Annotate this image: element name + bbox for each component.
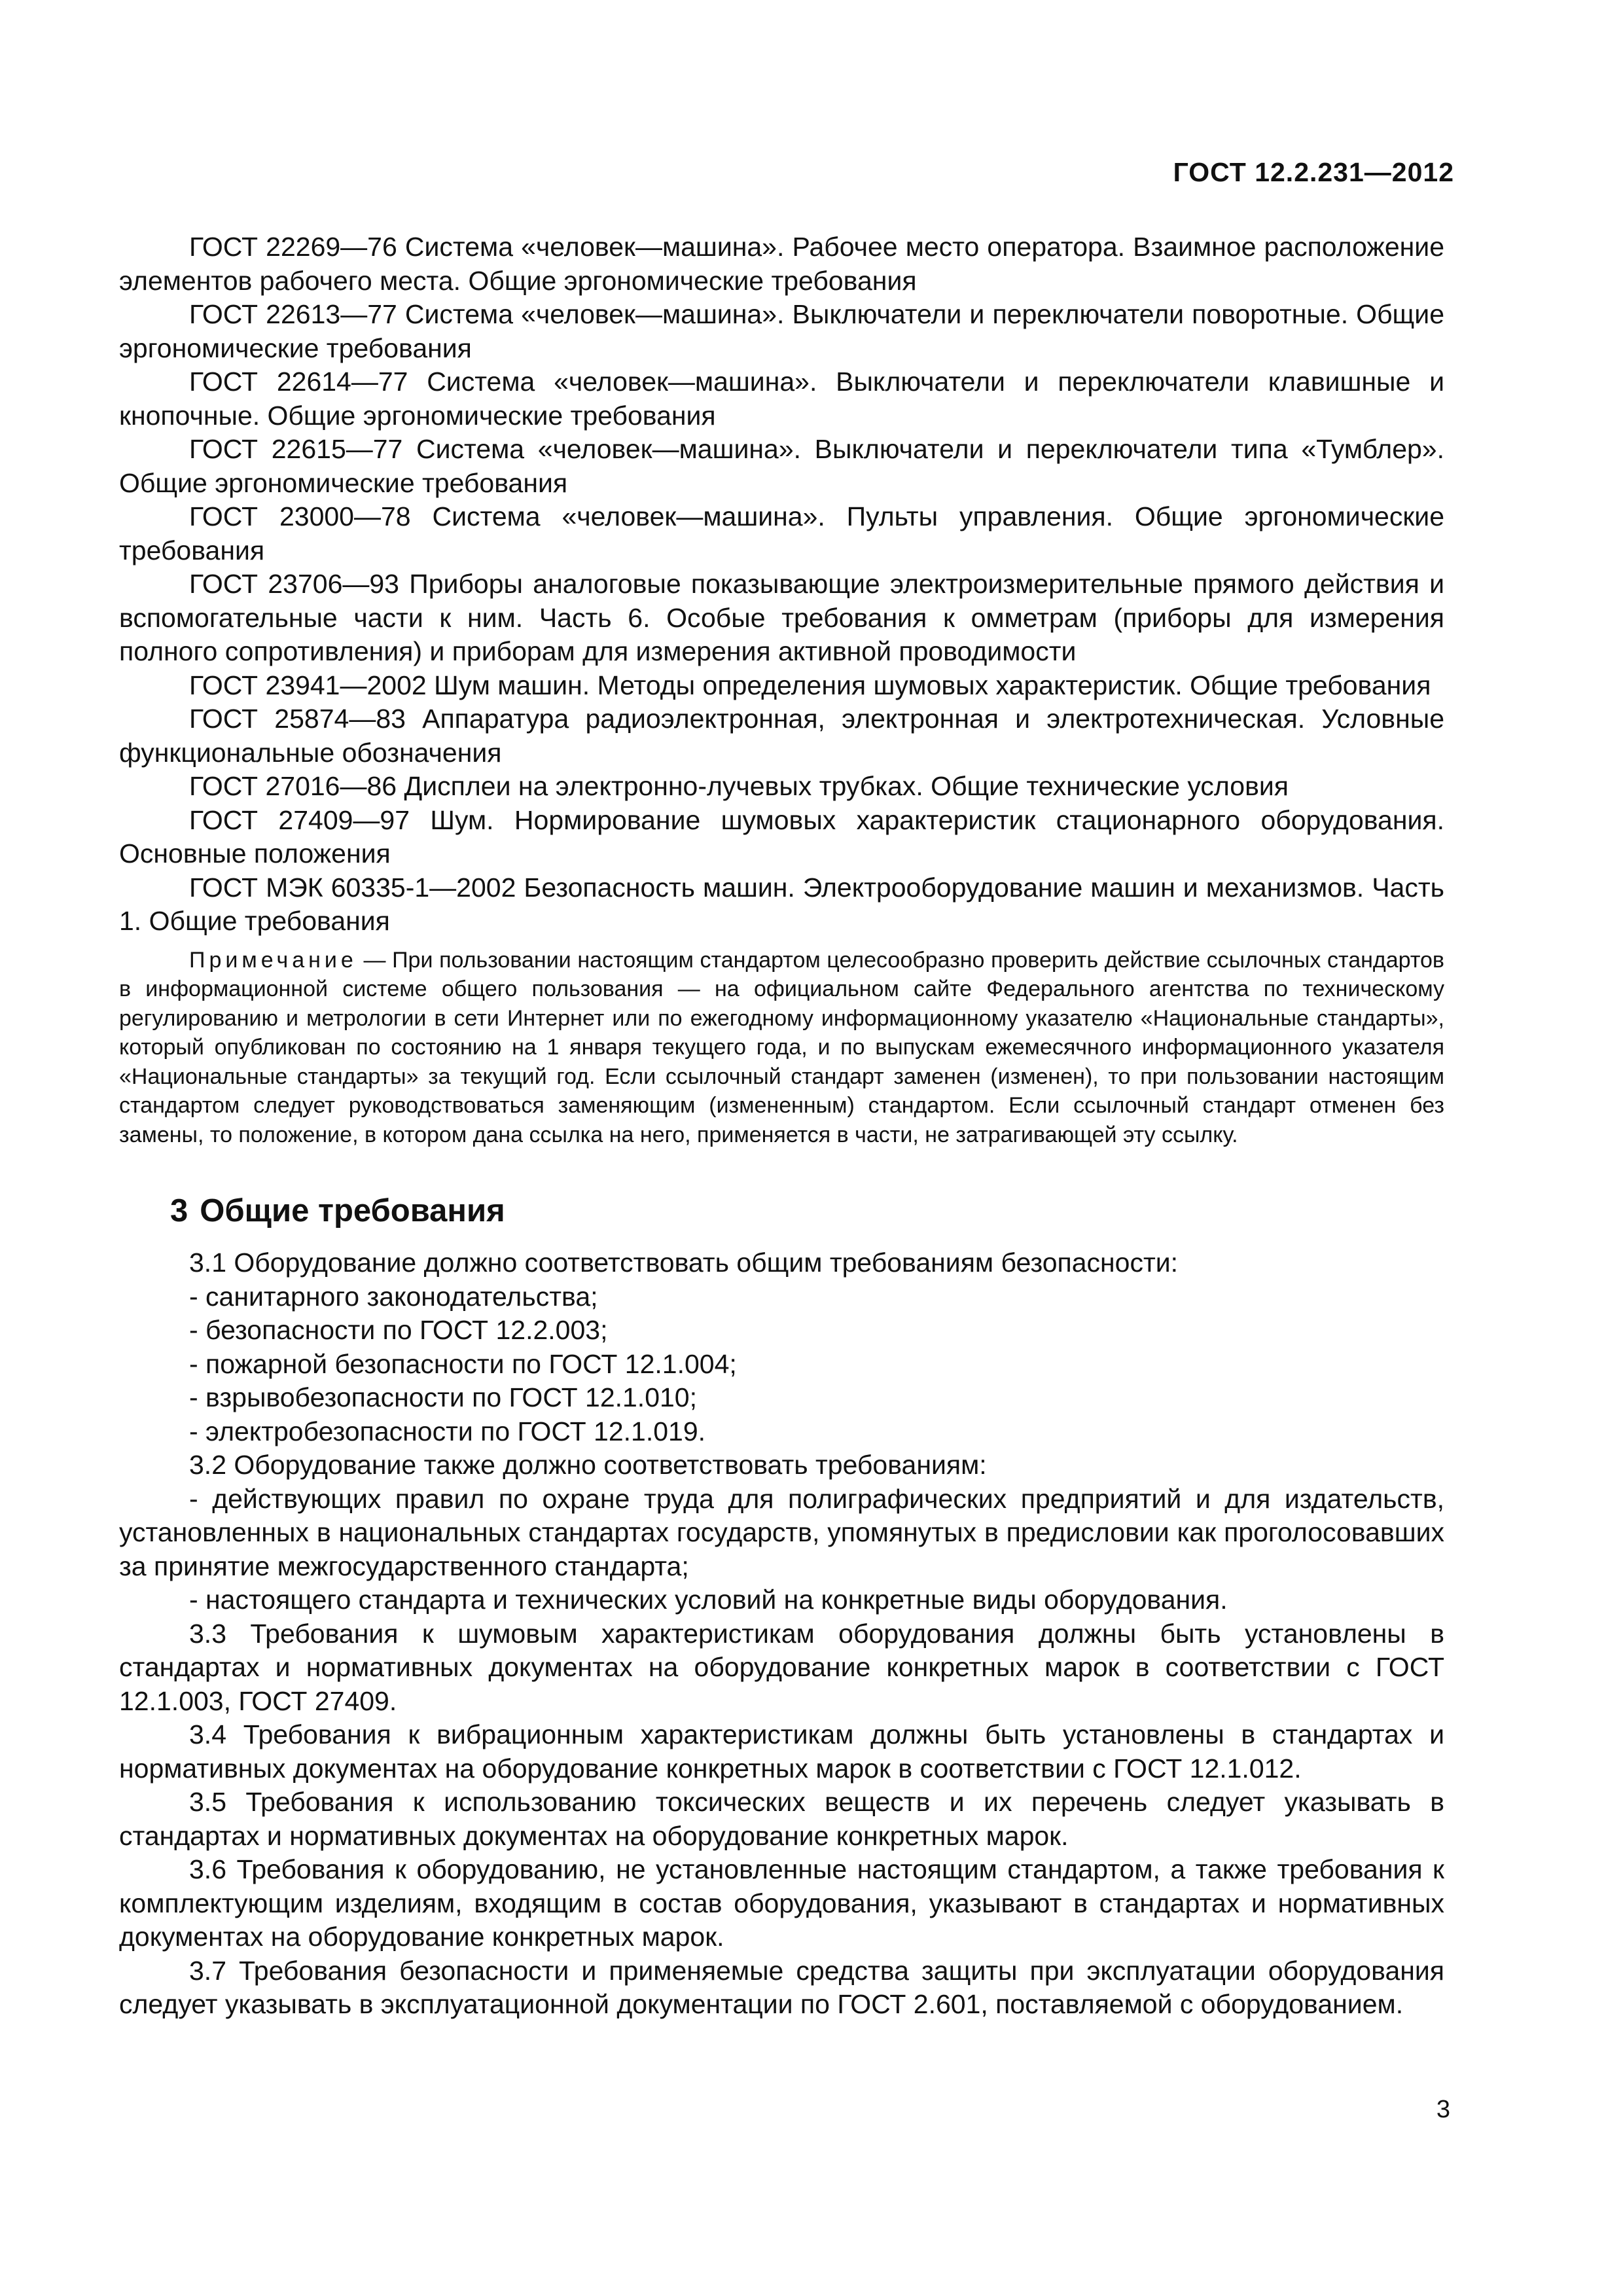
reference-item: ГОСТ 22269—76 Система «человек—машина». Рабочее место оператора. Взаимное расположение элементов рабочего места. Общие эргономические требования	[119, 232, 1444, 296]
section-number: 3	[170, 1193, 188, 1229]
clause-paragraph: 3.4 Требования к вибрационным характеристикам должны быть установлены в стандартах и нормативных документах на оборудование конкретных марок в соответствии с ГОСТ 12.1.012.	[119, 1719, 1444, 1784]
list-item: - взрывобезопасности по ГОСТ 12.1.010;	[189, 1382, 697, 1412]
list-item: - действующих правил по охране труда для полиграфических предприятий и для издательств, установленных в национальных стандартах государств, упомянутых в предисловии как проголосовавших за принятие межгосударственного стандарта;	[119, 1483, 1444, 1581]
clause-paragraph: 3.3 Требования к шумовым характеристикам оборудования должны быть установлены в стандартах и нормативных документах на оборудование конкретных марок в соответствии с ГОСТ 12.1.003, ГОСТ 27409.	[119, 1618, 1444, 1716]
page-number: 3	[1436, 2096, 1450, 2123]
clause-paragraph: 3.5 Требования к использованию токсических веществ и их перечень следует указывать в стандартах и нормативных документах на оборудование конкретных марок.	[119, 1787, 1444, 1851]
section-title: Общие требования	[200, 1193, 505, 1229]
clause-paragraph: 3.6 Требования к оборудованию, не установленные настоящим стандартом, а также требования к комплектующим изделиям, входящим в состав оборудования, указывают в стандартах и нормативных документах на оборудование конкретных марок.	[119, 1854, 1444, 1952]
note-label: Примечание	[189, 947, 357, 973]
list-item: - безопасности по ГОСТ 12.2.003;	[189, 1315, 608, 1345]
list-item: - санитарного законодательства;	[189, 1281, 598, 1312]
list-item: - пожарной безопасности по ГОСТ 12.1.004;	[189, 1348, 737, 1379]
section-heading	[170, 1193, 1444, 1229]
list-item: - электробезопасности по ГОСТ 12.1.019.	[189, 1416, 706, 1446]
clause-paragraph: 3.7 Требования безопасности и применяемые средства защиты при эксплуатации оборудования следует указывать в эксплуатационной документации по ГОСТ 2.601, поставляемой с оборудованием.	[119, 1955, 1444, 2019]
section-body	[119, 1246, 1444, 2022]
reference-item: ГОСТ 23941—2002 Шум машин. Методы определения шумовых характеристик. Общие требования	[189, 670, 1431, 700]
reference-item: ГОСТ 23000—78 Система «человек—машина». Пульты управления. Общие эргономические требования	[119, 501, 1444, 565]
page-content	[119, 230, 1444, 2022]
clause-paragraph: 3.2 Оборудование также должно соответствовать требованиям:	[189, 1450, 987, 1480]
reference-item: ГОСТ МЭК 60335-1—2002 Безопасность машин. Электрооборудование машин и механизмов. Часть 1. Общие требования	[119, 872, 1444, 936]
reference-item: ГОСТ 22614—77 Система «человек—машина». Выключатели и переключатели клавишные и кнопочные. Общие эргономические требования	[119, 367, 1444, 431]
reference-item: ГОСТ 25874—83 Аппаратура радиоэлектронная, электронная и электротехническая. Условные функциональные обозначения	[119, 704, 1444, 768]
reference-item: ГОСТ 27016—86 Дисплеи на электронно-лучевых трубках. Общие технические условия	[189, 771, 1289, 801]
reference-item: ГОСТ 22613—77 Система «человек—машина». Выключатели и переключатели поворотные. Общие эргономические требования	[119, 299, 1444, 363]
clause-paragraph: 3.1 Оборудование должно соответствовать общим требованиям безопасности:	[189, 1247, 1179, 1278]
list-item: - настоящего стандарта и технических условий на конкретные виды оборудования.	[189, 1585, 1228, 1615]
reference-item: ГОСТ 23706—93 Приборы аналоговые показывающие электроизмерительные прямого действия и вспомогательные части к ним. Часть 6. Особые требования к омметрам (приборы для измерения полного сопротивления) и приборам для измерения активной проводимости	[119, 569, 1444, 666]
note-paragraph	[119, 946, 1444, 1150]
reference-item: ГОСТ 22615—77 Система «человек—машина». Выключатели и переключатели типа «Тумблер». Общие эргономические требования	[119, 434, 1444, 498]
page-header-doc-id: ГОСТ 12.2.231—2012	[1173, 157, 1454, 187]
reference-item: ГОСТ 27409—97 Шум. Нормирование шумовых характеристик стационарного оборудования. Основные положения	[119, 804, 1444, 869]
normative-references-list	[119, 230, 1444, 939]
note-text: — При пользовании настоящим стандартом целесообразно проверить действие ссылочных стандартов в информационной системе общего пользования — на официальном сайте Федерального агентства по техническому регулированию и метрологии в сети Интернет или по ежегодному информационному указателю «Национальные стандарты», который опубликован по состоянию на 1 января текущего года, и по выпускам ежемесячного информационного указателя «Национальные стандарты» за текущий год. Если ссылочный стандарт заменен (изменен), то при пользовании настоящим стандартом следует руководствоваться заменяющим (измененным) стандартом. Если ссылочный стандарт отменен без замены, то положение, в котором дана ссылка на него, применяется в части, не затрагивающей эту ссылку.	[119, 947, 1444, 1147]
